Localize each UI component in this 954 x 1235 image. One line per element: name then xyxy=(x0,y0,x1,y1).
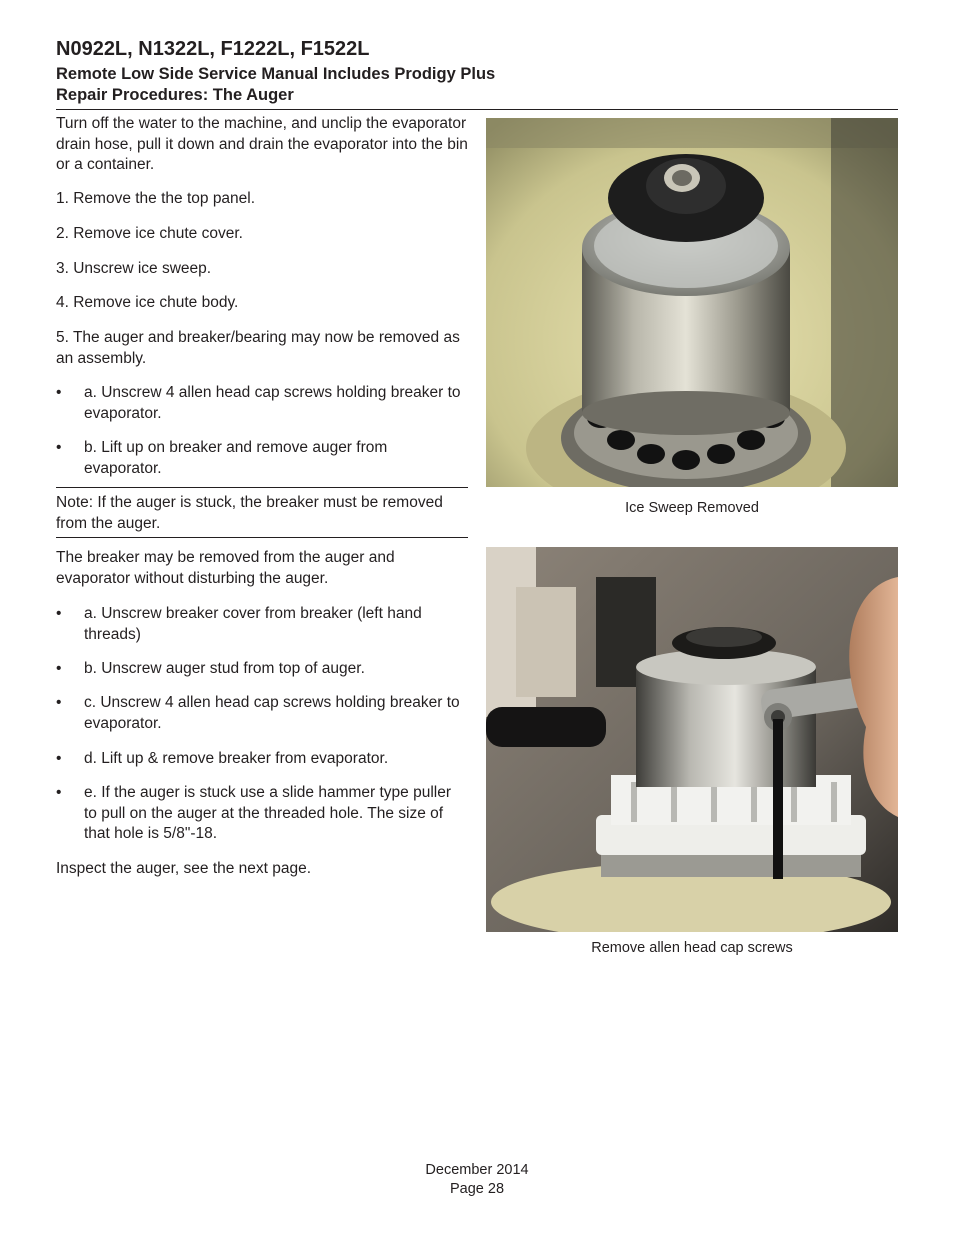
note-bottom-rule xyxy=(56,537,468,538)
bullet-glyph: • xyxy=(56,784,62,801)
breaker-intro: The breaker may be removed from the auger and evaporator without disturbing the auger. xyxy=(56,549,395,587)
bullet-glyph: • xyxy=(56,750,62,767)
document-title: N0922L, N1322L, F1222L, F1522L xyxy=(56,38,370,60)
footer-page-number: Page 28 xyxy=(449,1181,505,1197)
bullet-text: e. If the auger is stuck use a slide hammer type puller to pull on the auger at the threaded hole. The size of that hole is 5/8"-18. xyxy=(84,784,452,842)
step-2: 2. Remove ice chute cover. xyxy=(56,225,243,242)
bullet-text: c. Unscrew 4 allen head cap screws holding breaker to evaporator. xyxy=(84,694,460,732)
closing-paragraph: Inspect the auger, see the next page. xyxy=(56,860,312,877)
bullet-glyph: • xyxy=(56,384,62,401)
photo-ice-sweep-removed xyxy=(486,118,898,487)
cap-screws-illustration xyxy=(486,547,898,932)
footer-date: December 2014 xyxy=(425,1162,529,1178)
bullet-glyph: • xyxy=(56,605,62,622)
note-top-rule xyxy=(56,487,468,488)
bullet-glyph: • xyxy=(56,439,62,456)
photo-caption-1: Ice Sweep Removed xyxy=(625,500,759,516)
ice-sweep-illustration xyxy=(486,118,898,487)
note-text: Note: If the auger is stuck, the breaker must be removed from the auger. xyxy=(56,494,443,532)
bullet-text: a. Unscrew 4 allen head cap screws holding breaker to evaporator. xyxy=(84,384,461,422)
intro-paragraph: Turn off the water to the machine, and unclip the evaporator drain hose, pull it down and drain the evaporator into the bin or a container. xyxy=(56,115,468,173)
step-3: 3. Unscrew ice sweep. xyxy=(56,260,212,277)
step-4: 4. Remove ice chute body. xyxy=(56,294,239,311)
step-5: 5. The auger and breaker/bearing may now be removed as an assembly. xyxy=(56,329,460,367)
bullet-glyph: • xyxy=(56,694,62,711)
document-subtitle: Remote Low Side Service Manual Includes Prodigy Plus xyxy=(56,65,496,83)
step-1: 1. Remove the the top panel. xyxy=(56,190,256,207)
bullet-glyph: • xyxy=(56,660,62,677)
bullet-text: b. Unscrew auger stud from top of auger. xyxy=(84,660,365,677)
photo-remove-cap-screws xyxy=(486,547,898,932)
bullet-text: d. Lift up & remove breaker from evaporator. xyxy=(84,750,389,767)
bullet-text: a. Unscrew breaker cover from breaker (left hand threads) xyxy=(84,605,422,643)
section-title: Repair Procedures: The Auger xyxy=(56,86,294,104)
photo-caption-2: Remove allen head cap screws xyxy=(591,940,793,956)
bullet-text: b. Lift up on breaker and remove auger from evaporator. xyxy=(84,439,388,477)
